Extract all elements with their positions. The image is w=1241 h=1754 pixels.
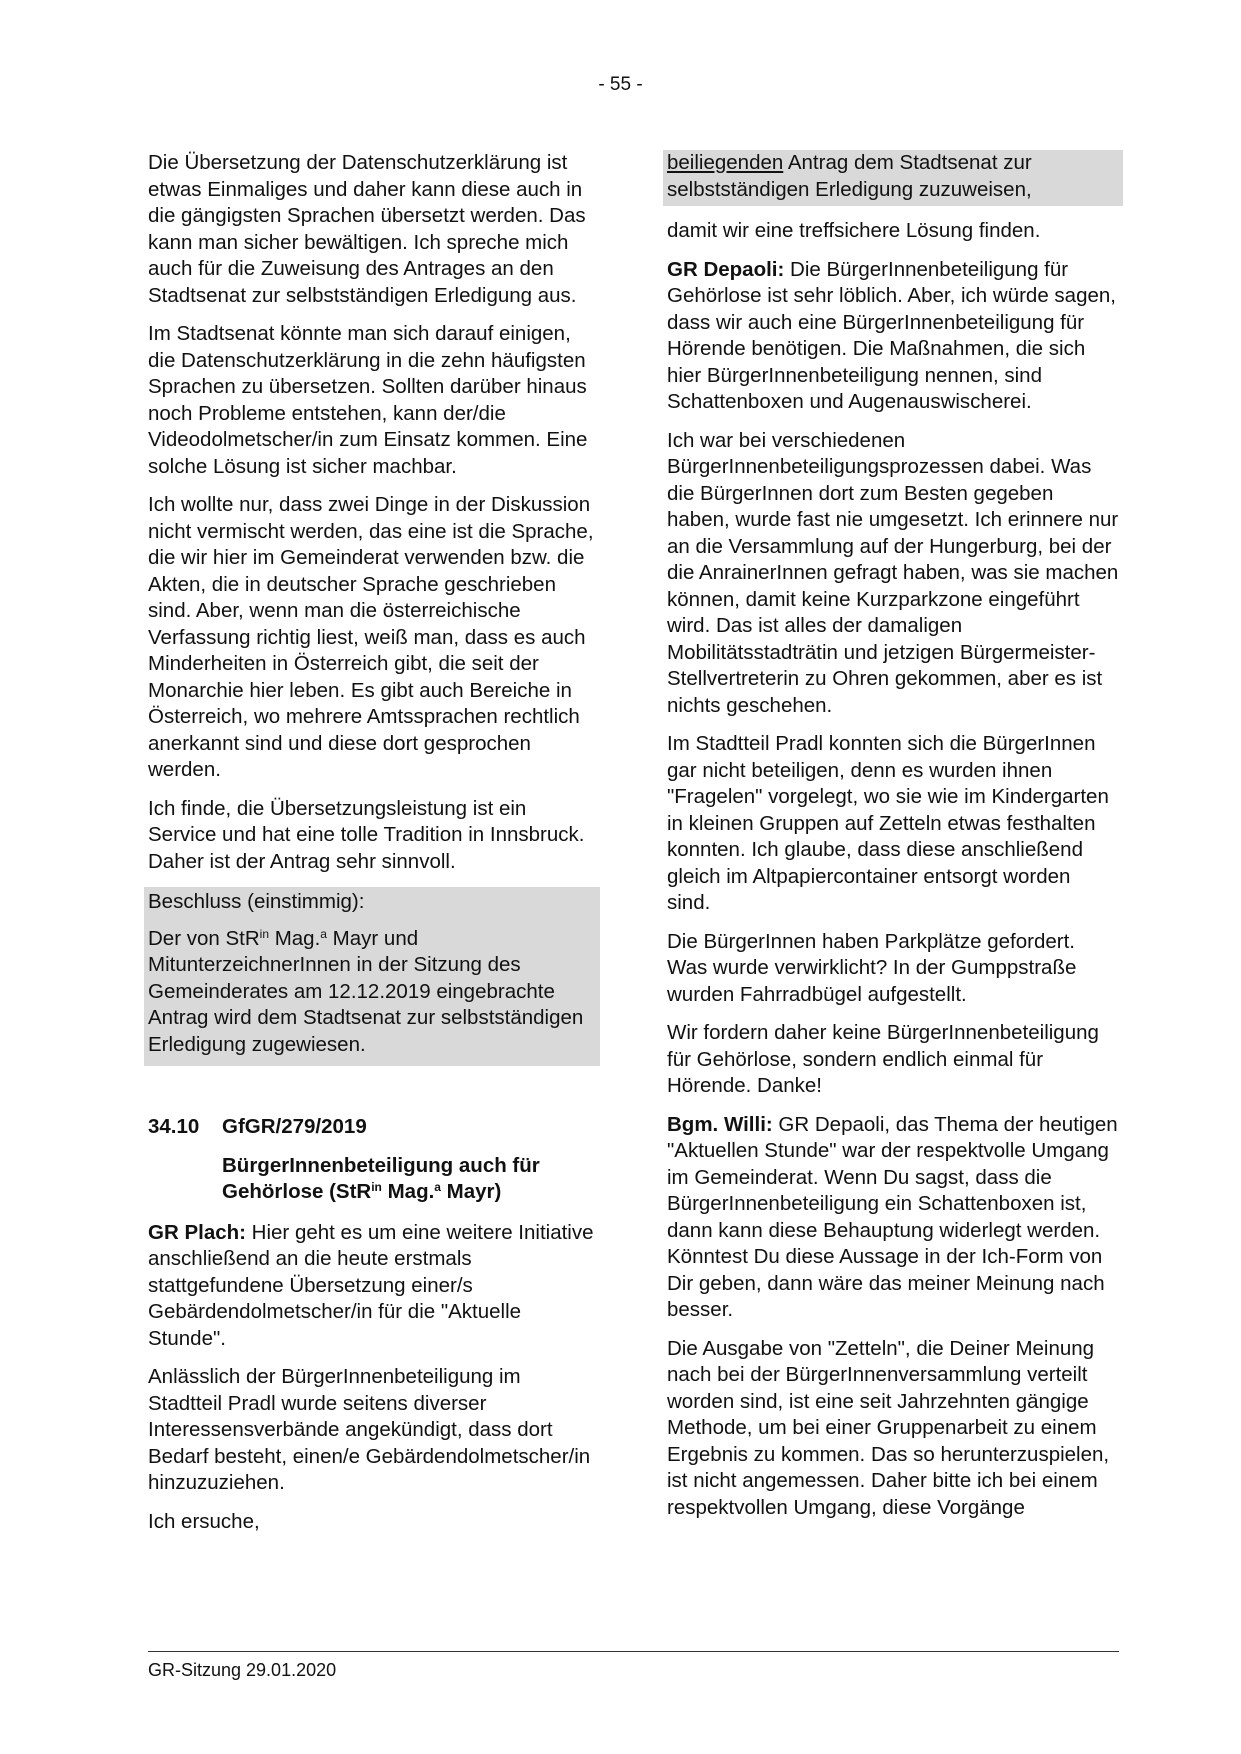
speaker-name: GR Plach: xyxy=(148,1220,246,1244)
right-column xyxy=(667,150,1119,1533)
paragraph: Ich finde, die Übersetzungsleistung ist ein Service und hat eine tolle Tradition in Innsbruck. Daher ist der Antrag sehr sinnvoll. xyxy=(148,796,585,873)
paragraph: Ich ersuche, xyxy=(148,1509,260,1533)
paragraph: Im Stadtteil Pradl konnten sich die BürgerInnen gar nicht beteiligen, denn es wurden ihnen "Fragelen" vorgelegt, wo sie wie im Kindergarten in kleinen Gruppen auf Zetteln etwas festhalten konnten. Ich glaube, dass diese anschließend gleich im Altpapiercontainer entsorgt worden sind. xyxy=(667,732,1109,914)
resolution-heading: Beschluss (einstimmig): xyxy=(148,890,365,913)
shaded-motion-text: beiliegenden Antrag dem Stadtsenat zur selbstständigen Erledigung zuzuweisen, xyxy=(663,150,1123,206)
paragraph: Ich war bei verschiedenen BürgerInnenbeteiligungsprozessen dabei. Was die BürgerInnen dort zum Besten gegeben haben, wurde fast nie umgesetzt. Ich erinnere nur an die Versammlung auf der Hungerburg, bei der die AnrainerInnen gefragt haben, was sie machen können, damit keine Kurzparkzone eingeführt wird. Das ist alles der damaligen Mobilitätsstadträtin und jetzigen Bürgermeister-Stellvertreterin zu Ohren gekommen, aber es ist nichts geschehen. xyxy=(667,428,1119,717)
paragraph: Im Stadtsenat könnte man sich darauf einigen, die Datenschutzerklärung in die zehn häufigsten Sprachen zu übersetzen. Sollten darüber hinaus noch Probleme entstehen, kann der/die Videodolmetscher/in zum Einsatz kommen. Eine solche Lösung ist sicher machbar. xyxy=(148,322,588,478)
left-column xyxy=(148,150,600,1547)
speech-depaoli: GR Depaoli: Die BürgerInnenbeteiligung für Gehörlose ist sehr löblich. Aber, ich würde sagen, dass wir auch eine BürgerInnenbeteiligung für Hörende benötigen. Die Maßnahmen, die sich hier BürgerInnenbeteiligung nennen, sind Schattenboxen und Augenauswischerei. xyxy=(667,257,1116,413)
resolution-box xyxy=(144,887,600,1066)
page-number: - 55 - xyxy=(598,74,643,95)
paragraph: Wir fordern daher keine BürgerInnenbeteiligung für Gehörlose, sondern endlich einmal für Hörende. Danke! xyxy=(667,1021,1099,1097)
agenda-item-code: GfGR/279/2019 xyxy=(222,1115,367,1138)
speech-willi: Bgm. Willi: GR Depaoli, das Thema der heutigen "Aktuellen Stunde" war der respektvolle Umgang im Gemeinderat. Wenn Du sagst, dass die BürgerInnenbeteiligung ein Schattenboxen ist, dann kann diese Behauptung widerlegt werden. Könntest Du diese Aussage in der Ich-Form von Dir geben, dann wäre das meiner Meinung nach besser. xyxy=(667,1112,1118,1321)
paragraph: damit wir eine treffsichere Lösung finden. xyxy=(667,219,1041,242)
agenda-item-header xyxy=(148,1114,600,1141)
footer-divider xyxy=(148,1651,1119,1652)
speech-plach: GR Plach: Hier geht es um eine weitere Initiative anschließend an die heute erstmals stattgefundene Übersetzung einer/s Gebärdendolmetscher/in für die "Aktuelle Stunde". xyxy=(148,1220,594,1350)
paragraph: Die BürgerInnen haben Parkplätze gefordert. Was wurde verwirklicht? In der Gumppstraße wurden Fahrradbügel aufgestellt. xyxy=(667,929,1077,1006)
speaker-name: Bgm. Willi: xyxy=(667,1112,773,1136)
agenda-item-title: BürgerInnenbeteiligung auch für Gehörlose (StR$^{in}$ Mag.$^a$ Mayr) xyxy=(222,1153,540,1203)
resolution-text: Der von StR$^{in}$ Mag.$^a$ Mayr und MitunterzeichnerInnen in der Sitzung des Gemeinderates am 12.12.2019 eingebrachte Antrag wird dem Stadtsenat zur selbstständigen Erledigung zugewiesen. xyxy=(148,926,584,1056)
paragraph: Ich wollte nur, dass zwei Dinge in der Diskussion nicht vermischt werden, das eine ist die Sprache, die wir hier im Gemeinderat verwenden bzw. die Akten, die in deutscher Sprache geschrieben sind. Aber, wenn man die österreichische Verfassung richtig liest, weiß man, dass es auch Minderheiten in Österreich gibt, die seit der Monarchie hier leben. Es gibt auch Bereiche in Österreich, wo mehrere Amtssprachen rechtlich anerkannt sind und diese dort gesprochen werden. xyxy=(148,493,594,781)
agenda-item-number: 34.10 xyxy=(148,1115,200,1138)
footer-text: GR-Sitzung 29.01.2020 xyxy=(148,1660,337,1680)
paragraph: Die Ausgabe von "Zetteln", die Deiner Meinung nach bei der BürgerInnenversammlung verteilt worden sind, ist eine seit Jahrzehnten gängige Methode, um bei einer Gruppenarbeit zu einem Ergebnis zu kommen. Das so herunterzuspielen, ist nicht angemessen. Daher bitte ich bei einem respektvollen Umgang, diese Vorgänge xyxy=(667,1336,1110,1519)
paragraph: Anlässlich der BürgerInnenbeteiligung im Stadtteil Pradl wurde seitens diverser Interessensverbände angekündigt, dass dort Bedarf besteht, einen/e Gebärdendolmetscher/in hinzuzuziehen. xyxy=(148,1365,591,1494)
paragraph: Die Übersetzung der Datenschutzerklärung ist etwas Einmaliges und daher kann diese auch in die gängigsten Sprachen übersetzt werden. Das kann man sicher bewältigen. Ich spreche mich auch für die Zuweisung des Antrages an den Stadtsenat zur selbstständigen Erledigung aus. xyxy=(148,151,586,307)
speaker-name: GR Depaoli: xyxy=(667,257,785,281)
